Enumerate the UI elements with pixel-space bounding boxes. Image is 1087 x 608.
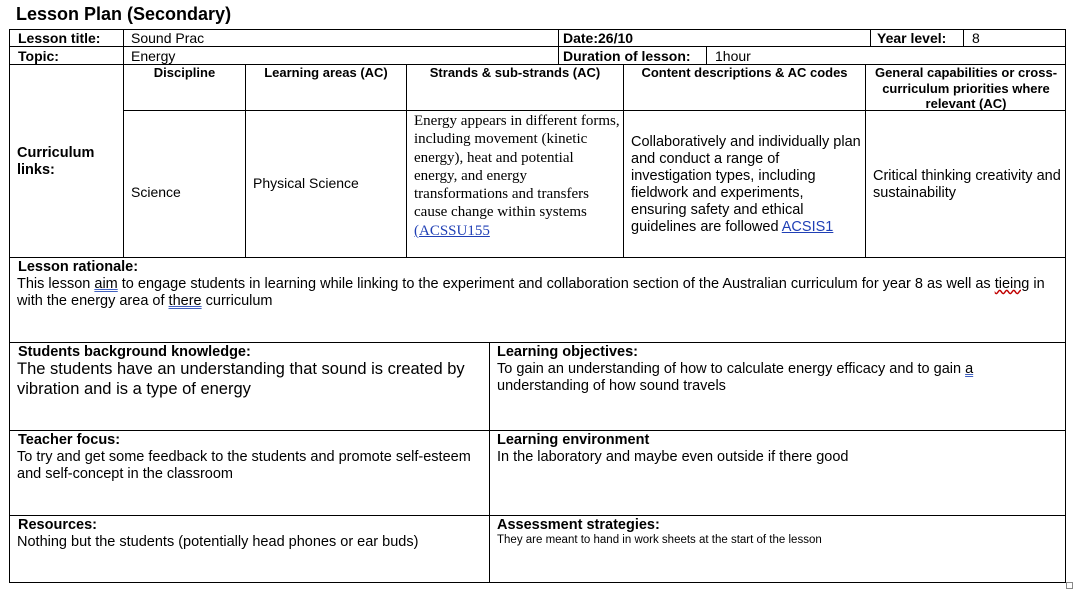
header-divider (870, 29, 871, 47)
header-divider (558, 29, 559, 65)
rationale-text-part: This lesson (17, 276, 91, 292)
content-code-link[interactable]: ACSIS1 (781, 219, 834, 235)
content-description[interactable] (631, 134, 863, 236)
year-level-value[interactable]: 8 (972, 30, 980, 46)
background-knowledge-label: Students background knowledge: (18, 344, 251, 360)
rationale-text-part: in with the energy area of (17, 276, 1045, 309)
discipline-value[interactable]: Science (131, 184, 181, 200)
objectives-text-part: understanding of how sound travels (497, 378, 726, 394)
learning-area-value[interactable]: Physical Science (253, 175, 359, 191)
objectives-text-part: To gain an understanding of how to calculate energy efficacy and to gain (497, 361, 962, 377)
capabilities-value[interactable]: Critical thinking creativity and sustainability (873, 168, 1061, 201)
rationale-text-part: curriculum (205, 293, 273, 309)
date-label[interactable]: Date:26/10 (563, 30, 634, 46)
curriculum-divider (245, 64, 246, 258)
year-level-label: Year level: (877, 30, 947, 46)
column-header-learning-areas: Learning areas (AC) (264, 65, 388, 80)
learning-objectives-text[interactable] (497, 361, 1057, 395)
strand-text: Energy appears in different forms, including movement (kinetic energy), heat and potential energy, and energy transformations and transfers cause change within systems (414, 113, 620, 221)
header-divider (963, 29, 964, 47)
teacher-focus-label: Teacher focus: (18, 432, 121, 448)
lesson-title-label: Lesson title: (18, 30, 101, 46)
assessment-strategies-label: Assessment strategies: (497, 517, 660, 533)
content-text: Collaboratively and individually plan and conduct a range of investigation types, including fieldwork and experiments, ensuring safety and ethical guidelines are followed (631, 134, 861, 235)
topic-label: Topic: (18, 48, 59, 64)
column-header-strands: Strands & sub-strands (AC) (429, 65, 601, 80)
learning-objectives-label: Learning objectives: (497, 344, 639, 360)
strand-description[interactable] (414, 112, 620, 240)
rationale-label: Lesson rationale: (18, 259, 139, 275)
objectives-word-a: a (965, 361, 974, 377)
curriculum-divider (623, 64, 624, 258)
curriculum-divider (865, 64, 866, 258)
rationale-word-there: there (168, 293, 202, 309)
teacher-focus-text[interactable]: To try and get some feedback to the students and promote self-esteem and self-concept in the classroom (17, 449, 471, 482)
header-divider (706, 47, 707, 65)
curriculum-divider (123, 64, 124, 258)
strand-code-link[interactable]: (ACSSU155 (414, 222, 490, 239)
background-knowledge-text[interactable]: The students have an understanding that sound is created by vibration and is a type of energy (17, 360, 465, 398)
table-resize-handle[interactable] (1066, 582, 1073, 589)
rationale-word-aim: aim (94, 276, 118, 292)
resources-label: Resources: (18, 517, 97, 533)
duration-value[interactable]: 1hour (715, 48, 751, 64)
learning-environment-label: Learning environment (497, 432, 650, 448)
rationale-text[interactable] (17, 276, 1062, 310)
topic-value[interactable]: Energy (131, 48, 176, 64)
page-title: Lesson Plan (Secondary) (16, 4, 232, 24)
curriculum-divider (406, 64, 407, 258)
lower-grid-divider (489, 342, 490, 583)
lower-grid-divider (9, 430, 1066, 431)
column-header-content-descriptions: Content descriptions & AC codes (641, 65, 848, 80)
rationale-text-part: to engage students in learning while linking to the experiment and collaboration section of the Australian curriculum for year 8 as well as (121, 276, 991, 292)
curriculum-links-label: Curriculum links: (17, 145, 95, 178)
duration-label: Duration of lesson: (563, 48, 691, 64)
rationale-word-tieing: tieing (994, 276, 1030, 292)
assessment-strategies-text[interactable]: They are meant to hand in work sheets at the start of the lesson (497, 534, 822, 546)
column-header-general-capabilities: General capabilities or cross-curriculum priorities where relevant (AC) (874, 65, 1058, 111)
learning-environment-text[interactable]: In the laboratory and maybe even outside if there good (497, 449, 849, 465)
lower-grid-divider (9, 515, 1066, 516)
header-divider (123, 29, 124, 65)
resources-text[interactable]: Nothing but the students (potentially head phones or ear buds) (17, 534, 419, 550)
column-header-discipline: Discipline (153, 65, 216, 80)
lesson-title-value[interactable]: Sound Prac (131, 30, 205, 46)
